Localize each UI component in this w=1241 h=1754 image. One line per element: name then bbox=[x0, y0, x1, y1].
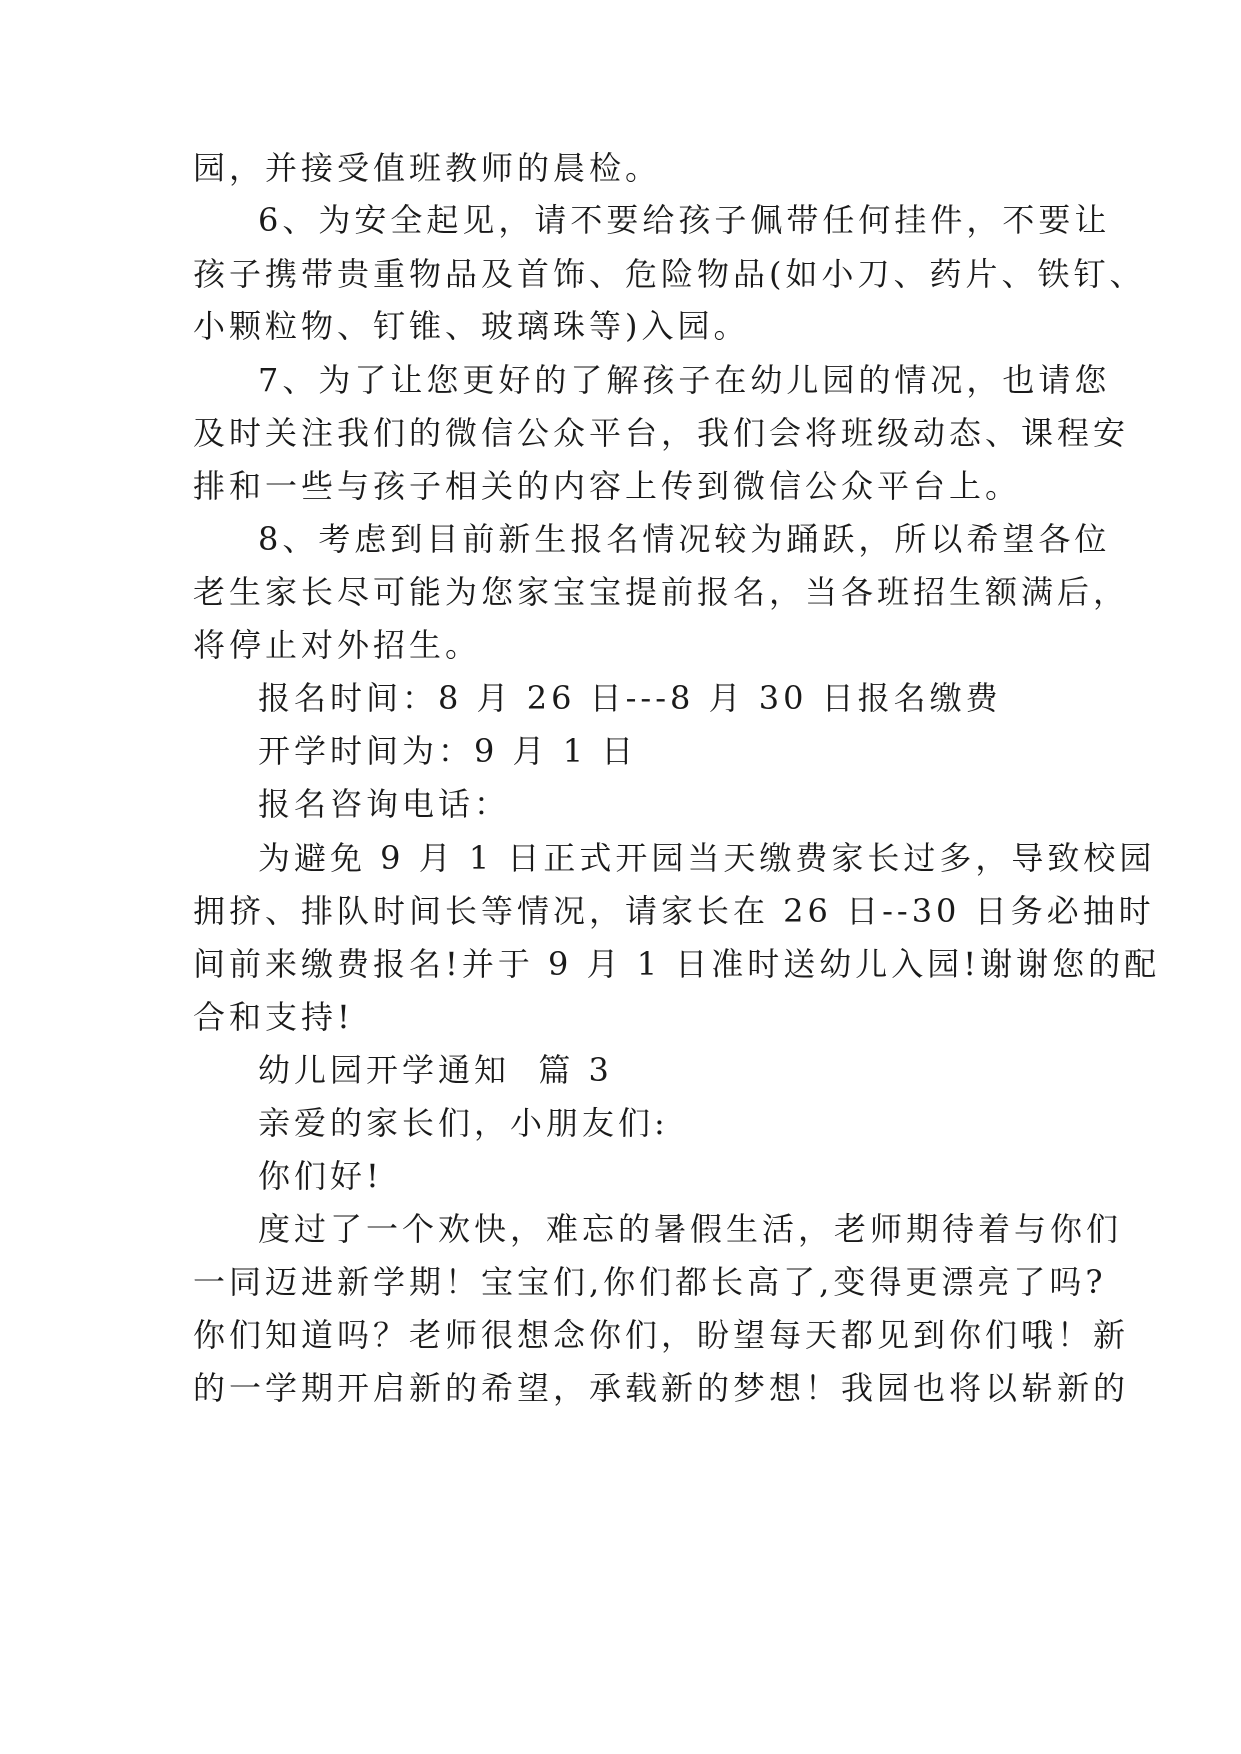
text-line: 报名时间：8 月 26 日---8 月 30 日报名缴费 bbox=[258, 679, 1002, 717]
text-line: 的一学期开启新的希望，承载新的梦想！我园也将以崭新的 bbox=[193, 1369, 1130, 1407]
text-line: 孩子携带贵重物品及首饰、危险物品(如小刀、药片、铁钉、 bbox=[193, 255, 1146, 293]
text-line: 8、考虑到目前新生报名情况较为踊跃，所以希望各位 bbox=[258, 520, 1111, 558]
text-line: 排和一些与孩子相关的内容上传到微信公众平台上。 bbox=[193, 467, 1022, 505]
text-line: 老生家长尽可能为您家宝宝提前报名，当各班招生额满后， bbox=[193, 573, 1130, 611]
text-line: 将停止对外招生。 bbox=[193, 626, 482, 664]
text-line: 幼儿园开学通知 篇 3 bbox=[258, 1051, 613, 1089]
text-line: 你们好! bbox=[258, 1157, 383, 1195]
text-line: 报名咨询电话： bbox=[258, 785, 511, 823]
text-line: 合和支持! bbox=[193, 998, 354, 1036]
text-line: 及时关注我们的微信公众平台，我们会将班级动态、课程安 bbox=[193, 414, 1130, 452]
text-line: 开学时间为：9 月 1 日 bbox=[258, 732, 638, 770]
text-line: 一同迈进新学期！宝宝们,你们都长高了,变得更漂亮了吗? bbox=[193, 1263, 1107, 1301]
text-line: 你们知道吗？老师很想念你们，盼望每天都见到你们哦！新 bbox=[193, 1316, 1130, 1354]
text-line: 7、为了让您更好的了解孩子在幼儿园的情况，也请您 bbox=[258, 361, 1111, 399]
text-line: 亲爱的家长们，小朋友们: bbox=[258, 1104, 669, 1142]
text-line: 拥挤、排队时间长等情况，请家长在 26 日--30 日务必抽时 bbox=[193, 892, 1155, 930]
text-line: 小颗粒物、钉锥、玻璃珠等)入园。 bbox=[193, 307, 750, 345]
text-line: 度过了一个欢快，难忘的暑假生活，老师期待着与你们 bbox=[258, 1210, 1123, 1248]
text-line: 为避免 9 月 1 日正式开园当天缴费家长过多，导致校园 bbox=[258, 839, 1156, 877]
text-line: 6、为安全起见，请不要给孩子佩带任何挂件，不要让 bbox=[258, 201, 1111, 239]
text-line: 园，并接受值班教师的晨检。 bbox=[193, 149, 662, 187]
text-line: 间前来缴费报名!并于 9 月 1 日准时送幼儿入园!谢谢您的配 bbox=[193, 945, 1161, 983]
